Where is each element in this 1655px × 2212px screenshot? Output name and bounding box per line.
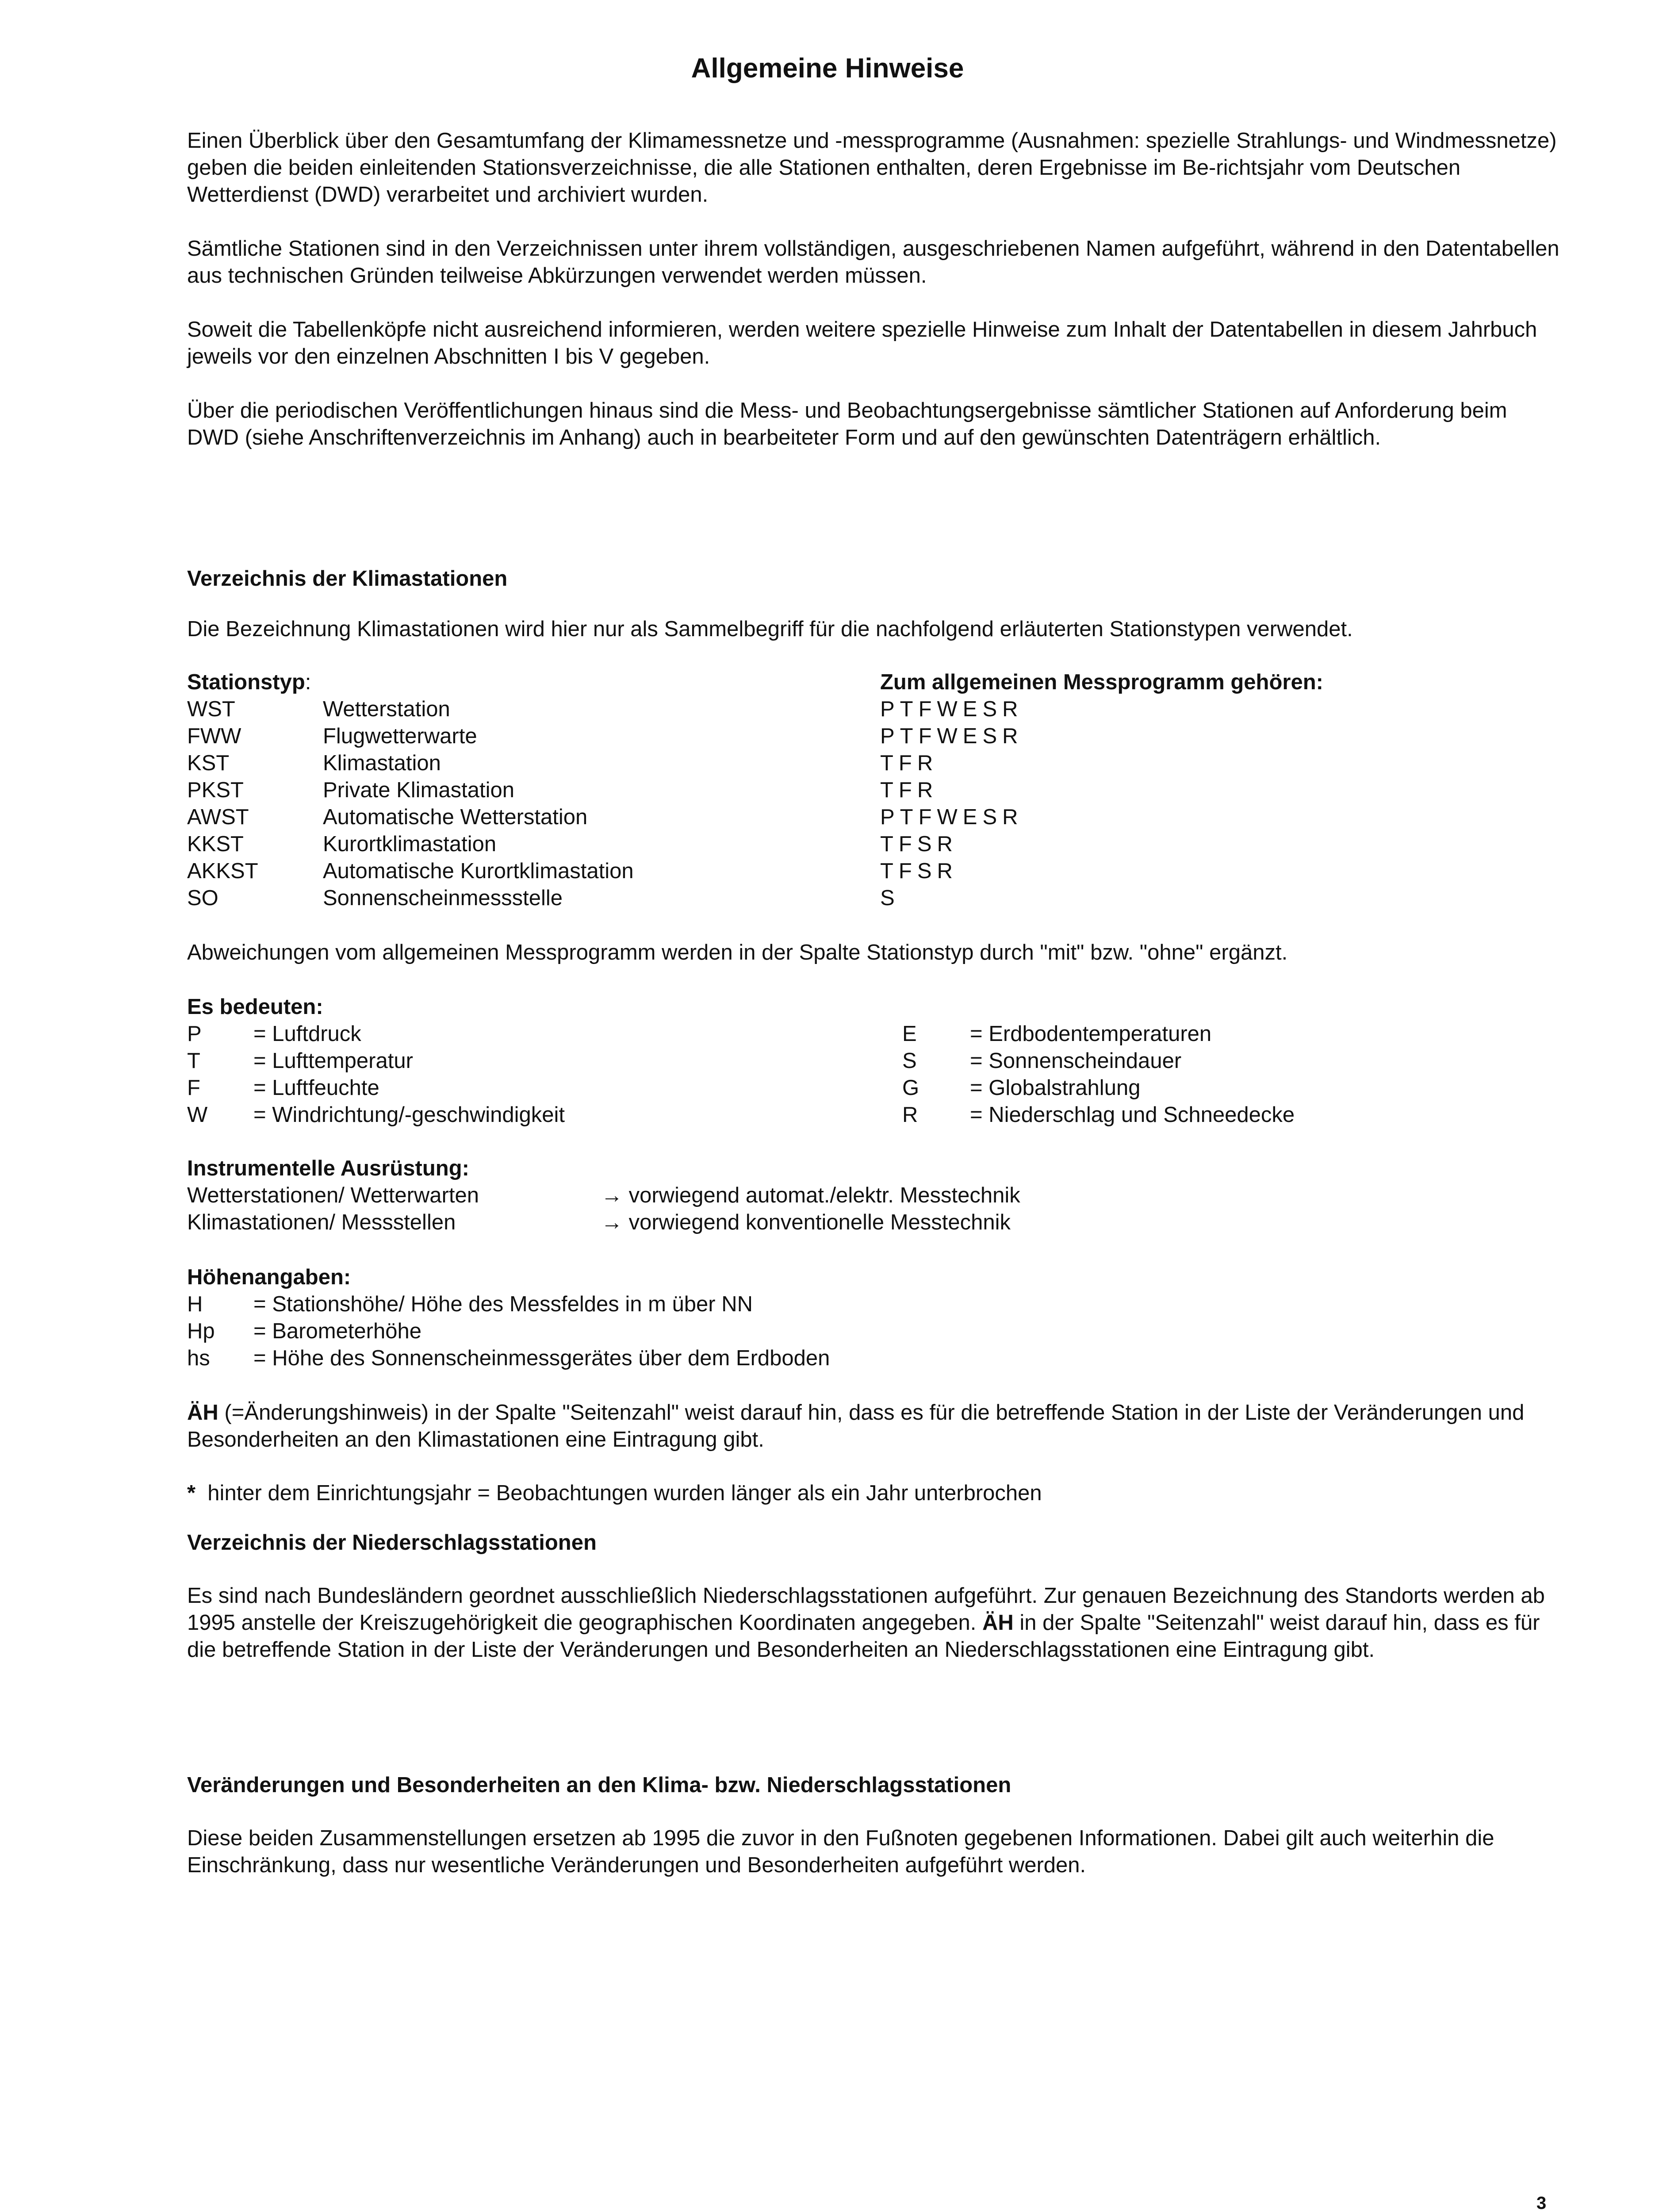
meaning-desc: = Niederschlag und Schneedecke [970,1103,1295,1127]
height-code: hs [187,1346,210,1370]
height-code: H [187,1292,203,1316]
height-desc: = Höhe des Sonnenscheinmessgerätes über dem Erdboden [253,1346,830,1370]
station-name: Sonnenscheinmessstelle [323,886,563,910]
station-name: Automatische Wetterstation [323,805,588,829]
meaning-code: P [187,1022,202,1046]
table-row [187,804,1563,831]
meaning-desc: = Luftdruck [253,1022,361,1046]
intro-text: Soweit die Tabellenköpfe nicht ausreichend informieren, werden weitere spezielle Hinweise zum Inhalt der Datentabellen in diesem Jahrbuch jeweils vor den einzelnen Abschnitten I bis V gegeben. [187,318,1537,369]
table-row [187,858,1563,885]
table-row [187,696,1563,723]
station-program: PTFWESR [880,697,1023,721]
table-row [187,1182,1563,1209]
table-row [187,1318,1563,1345]
table-row [187,1102,1563,1129]
station-code: FWW [187,724,241,748]
instrument-table [187,1155,1563,1236]
height-table [187,1264,1563,1372]
table-row [187,723,1563,750]
instrument-desc: → vorwiegend konventionelle Messtechnik [601,1210,1011,1234]
station-program: S [880,886,900,910]
intro-paragraph-1 [187,127,1563,208]
instrument-label: Wetterstationen/ Wetterwarten [187,1183,479,1207]
height-desc: = Barometerhöhe [253,1319,421,1343]
station-name: Kurortklimastation [323,832,497,856]
programm-label: Zum allgemeinen Messprogramm gehören: [880,670,1323,694]
station-program: TFSR [880,859,958,883]
nieder-paragraph [187,1582,1563,1663]
veraend-text: Diese beiden Zusammenstellungen ersetzen ab 1995 die zuvor in den Fußnoten gegebenen Informationen. Dabei gilt auch weiterhin die Einschränkung, dass nur wesentliche Veränderungen und Besonderheiten aufgeführt werden. [187,1826,1494,1877]
instrument-label: Klimastationen/ Messstellen [187,1210,456,1234]
table-row [187,885,1563,912]
table-row [187,831,1563,858]
nieder-text-1: Es sind nach Bundesländern geordnet ausschließlich Niederschlagsstationen aufgeführt. Zur genauen Bezeichnung des Standorts werden ab 1995 anstelle der Kreiszugehörigkeit die geographischen Koordinaten angegeben. [187,1584,1545,1635]
nieder-text-2: in der Spalte "Seitenzahl" weist darauf hin, dass es für die betreffende Station in der Liste der Veränderungen und Besonderheiten an Niederschlagsstationen eine Eintragung gibt. [187,1611,1540,1662]
meaning-desc: = Erdbodentemperaturen [970,1022,1212,1046]
station-name: Automatische Kurortklimastation [323,859,634,883]
station-code: KST [187,751,230,775]
table-row [187,1021,1563,1048]
station-code: AKKST [187,859,258,883]
station-program: TFR [880,778,939,802]
stationstyp-label: Stationstyp: [187,670,311,694]
page-number: 3 [1536,2193,1547,2212]
meaning-table [187,994,1563,1129]
nieder-ah-bold: ÄH [982,1611,1014,1635]
star-symbol: * [187,1481,196,1505]
station-program: PTFWESR [880,724,1023,748]
meaning-code: G [902,1076,919,1100]
intro-text: Sämtliche Stationen sind in den Verzeichnissen unter ihrem vollständigen, ausgeschriebenen Namen aufgeführt, während in den Datentabellen aus technischen Gründen teilweise Abkürzungen verwendet werden müssen. [187,237,1559,288]
meaning-code: R [902,1103,918,1127]
intro-text: Über die periodischen Veröffentlichungen hinaus sind die Mess- und Beobachtungsergebnisse sämtlicher Stationen auf Anforderung beim DWD (siehe Anschriftenverzeichnis im Anhang) auch in bearbeiteter Form und auf den gewünschten Datenträgern erhältlich. [187,399,1507,449]
intro-paragraph-2 [187,235,1563,289]
station-type-table [187,669,1563,912]
table-row [187,1209,1563,1236]
intro-text: Einen Überblick über den Gesamtumfang der Klimamessnetze und -messprogramme (Ausnahmen: spezielle Strahlungs- und Windmessnetze) geben die beiden einleitenden Stationsverzeichnisse, die alle Stationen enthalten, deren Ergebnisse im Be-richtsjahr vom Deutschen Wetterdienst (DWD) verarbeitet und archiviert wurden. [187,129,1557,207]
table-row [187,1048,1563,1075]
intro-paragraph-3 [187,316,1563,370]
table-row [187,777,1563,804]
page-title: Allgemeine Hinweise [691,53,964,84]
veraend-paragraph [187,1825,1563,1879]
station-program: TFSR [880,832,958,856]
station-code: AWST [187,805,249,829]
station-name: Klimastation [323,751,441,775]
height-heading: Höhenangaben: [187,1265,351,1289]
station-program: PTFWESR [880,805,1023,829]
instrument-desc: → vorwiegend automat./elektr. Messtechnik [601,1183,1020,1207]
meaning-desc: = Sonnenscheindauer [970,1049,1182,1073]
klima-description: Die Bezeichnung Klimastationen wird hier nur als Sammelbegriff für die nachfolgend erläuterten Stationstypen verwendet. [187,617,1353,641]
table-row [187,1345,1563,1372]
instrument-heading: Instrumentelle Ausrüstung: [187,1156,469,1180]
section-heading-niederschlagsstationen: Verzeichnis der Niederschlagsstationen [187,1531,597,1555]
station-code: KKST [187,832,244,856]
station-code: PKST [187,778,244,802]
meaning-desc: = Globalstrahlung [970,1076,1141,1100]
table-row [187,1291,1563,1318]
station-name: Private Klimastation [323,778,515,802]
meaning-code: E [902,1022,917,1046]
station-type-header [187,669,1563,696]
section-heading-klimastationen: Verzeichnis der Klimastationen [187,567,508,591]
station-code: SO [187,886,218,910]
meaning-code: F [187,1076,200,1100]
station-program: TFR [880,751,939,775]
height-code: Hp [187,1319,215,1343]
section-heading-veraenderungen: Veränderungen und Besonderheiten an den Klima- bzw. Niederschlagsstationen [187,1773,1011,1797]
station-name: Wetterstation [323,697,450,721]
meaning-desc: = Windrichtung/-geschwindigkeit [253,1103,565,1127]
ah-bold: ÄH [187,1401,218,1425]
height-desc: = Stationshöhe/ Höhe des Messfeldes in m über NN [253,1292,753,1316]
meaning-heading: Es bedeuten: [187,995,323,1019]
star-note [187,1480,1563,1507]
intro-paragraph-4 [187,397,1563,451]
meaning-desc: = Lufttemperatur [253,1049,413,1073]
deviation-note: Abweichungen vom allgemeinen Messprogramm werden in der Spalte Stationstyp durch "mit" bzw. "ohne" ergänzt. [187,941,1288,964]
meaning-code: W [187,1103,208,1127]
ah-text: (=Änderungshinweis) in der Spalte "Seitenzahl" weist darauf hin, dass es für die betreffende Station in der Liste der Veränderungen und Besonderheiten an den Klimastationen eine Eintragung gibt. [187,1401,1525,1452]
meaning-code: S [902,1049,917,1073]
meaning-code: T [187,1049,200,1073]
table-row [187,1075,1563,1102]
meaning-desc: = Luftfeuchte [253,1076,379,1100]
ah-note [187,1399,1563,1453]
star-text: hinter dem Einrichtungsjahr = Beobachtungen wurden länger als ein Jahr unterbrochen [195,1481,1042,1505]
station-name: Flugwetterwarte [323,724,477,748]
station-code: WST [187,697,235,721]
table-row [187,750,1563,777]
